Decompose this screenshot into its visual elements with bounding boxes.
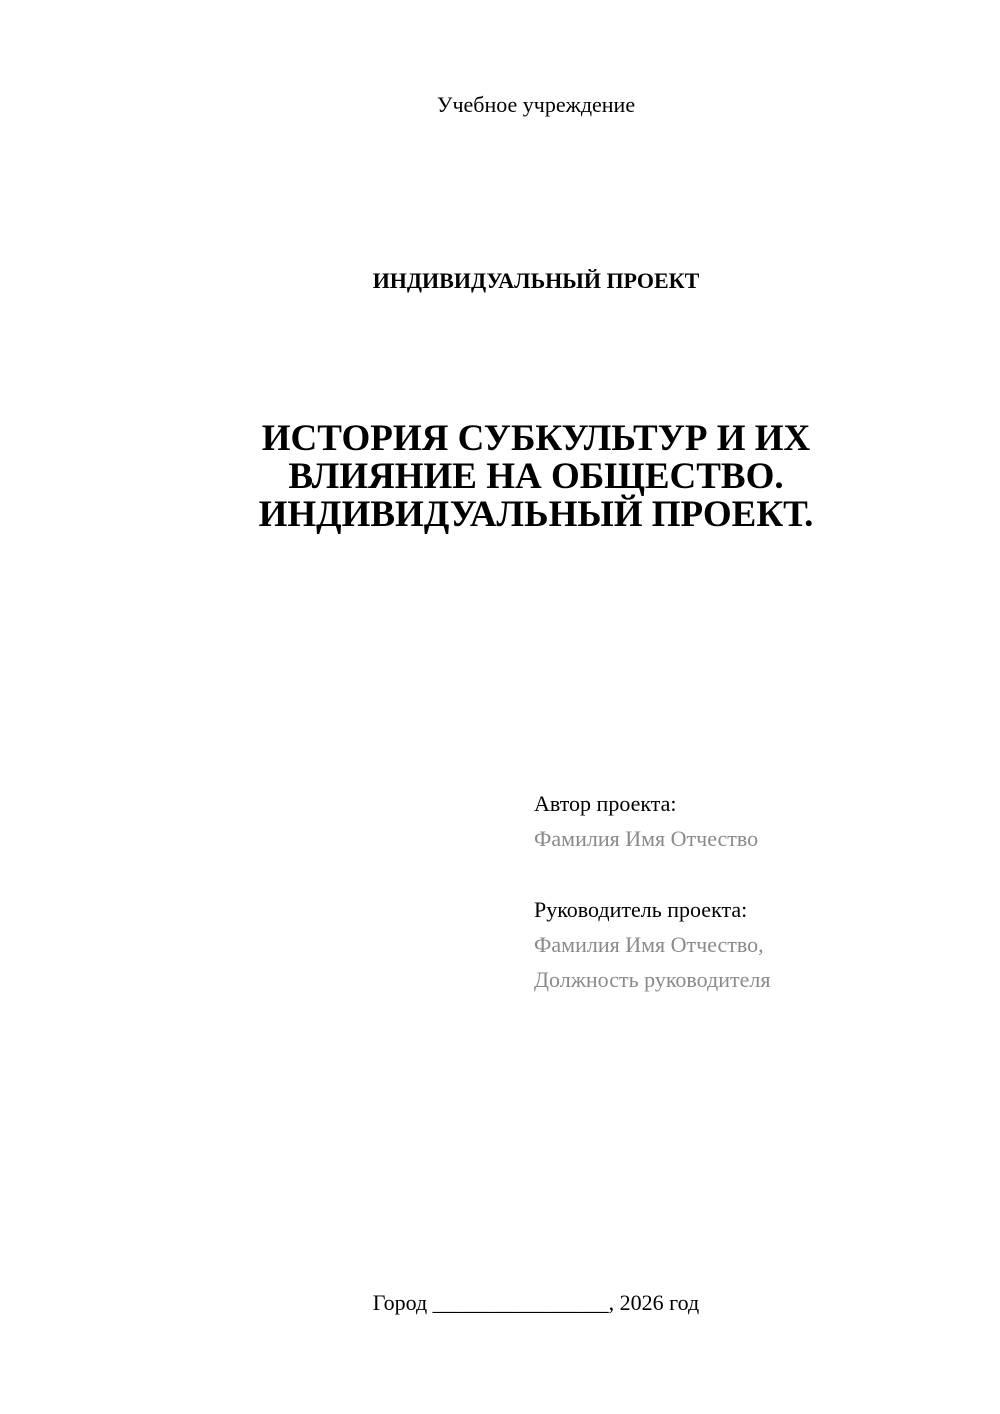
credits-block	[534, 786, 974, 997]
author-label: Автор проекта:	[534, 791, 677, 816]
title-line: ИСТОРИЯ СУБКУЛЬТУР И ИХ	[261, 418, 811, 459]
project-title	[0, 420, 1000, 534]
credits-spacer	[534, 856, 974, 892]
supervisor-position: Должность руководителя	[534, 967, 771, 992]
supervisor-name: Фамилия Имя Отчество,	[534, 932, 764, 957]
document-type: ИНДИВИДУАЛЬНЫЙ ПРОЕКТ	[372, 268, 700, 293]
title-line: ИНДИВИДУАЛЬНЫЙ ПРОЕКТ.	[258, 494, 814, 535]
institution-name: Учебное учреждение	[436, 92, 636, 117]
author-name: Фамилия Имя Отчество	[534, 826, 759, 851]
supervisor-label: Руководитель проекта:	[534, 897, 748, 922]
title-line: ВЛИЯНИЕ НА ОБЩЕСТВО.	[288, 456, 784, 497]
city-year-line: Город ________________, 2026 год	[372, 1290, 700, 1315]
